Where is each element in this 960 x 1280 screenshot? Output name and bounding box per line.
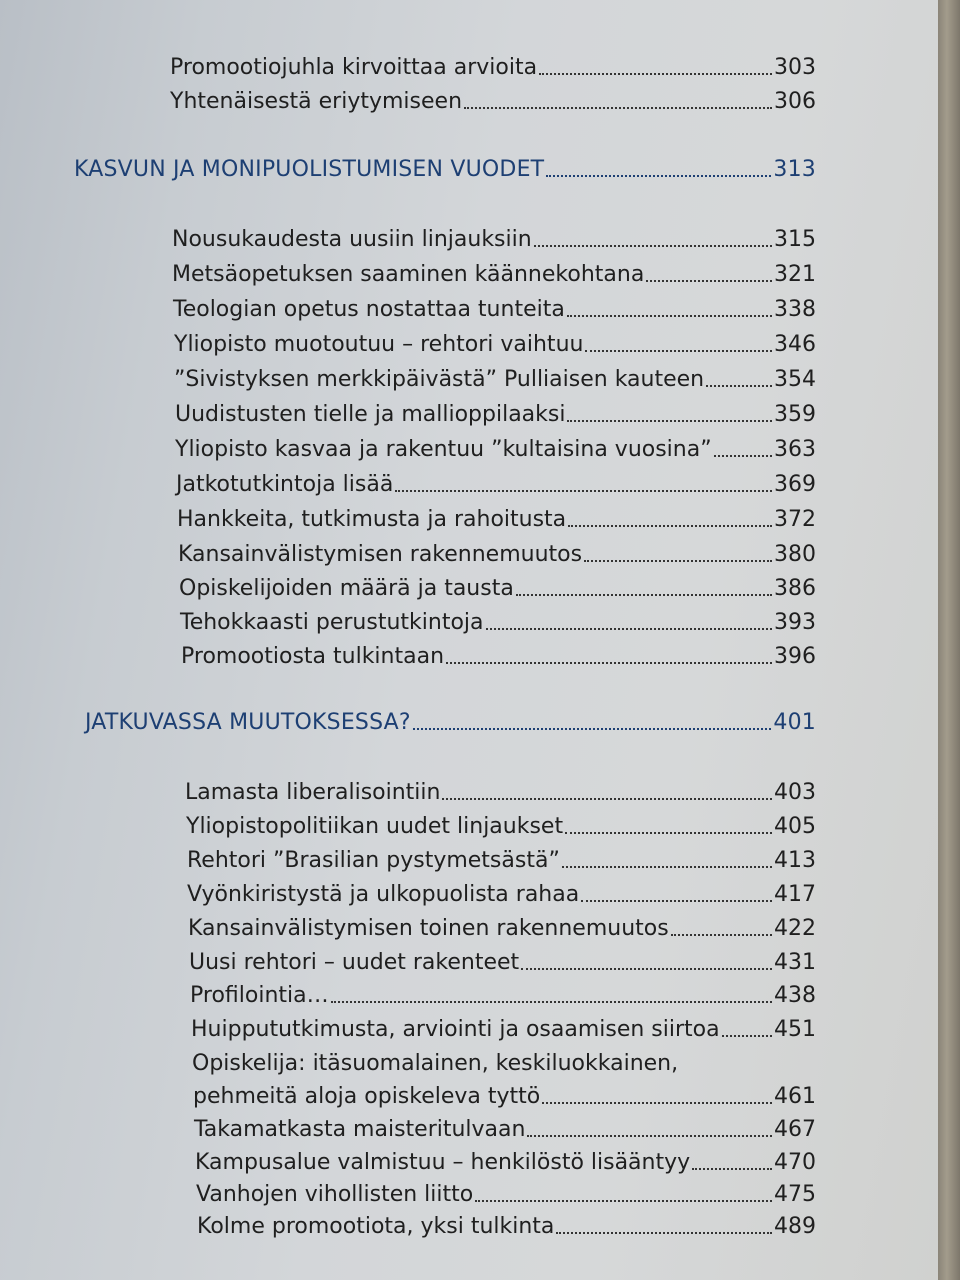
toc-entry-page: 405 bbox=[774, 814, 816, 839]
toc-entry-page: 475 bbox=[774, 1182, 816, 1207]
dot-leader bbox=[464, 107, 772, 109]
dot-leader bbox=[581, 900, 772, 902]
toc-entry bbox=[187, 875, 816, 909]
toc-entry bbox=[178, 535, 816, 569]
dot-leader bbox=[562, 866, 772, 868]
toc-entry bbox=[188, 909, 816, 943]
toc-entry-title: Uudistusten tielle ja mallioppilaaksi bbox=[175, 402, 566, 427]
dot-leader bbox=[722, 1035, 772, 1037]
dot-leader bbox=[542, 1102, 772, 1104]
toc-entry bbox=[170, 82, 816, 116]
dot-leader bbox=[516, 594, 772, 596]
dot-leader bbox=[584, 560, 772, 562]
dot-leader bbox=[585, 350, 772, 352]
toc-entry-page: 393 bbox=[774, 610, 816, 635]
toc-entry-title: Lamasta liberalisointiin bbox=[185, 780, 441, 805]
toc-entry bbox=[174, 325, 816, 359]
dot-leader bbox=[556, 1232, 772, 1234]
toc-entry-page: 431 bbox=[774, 950, 816, 975]
toc-entry bbox=[189, 943, 816, 977]
toc-entry bbox=[185, 773, 816, 807]
toc-entry-title: Promootiojuhla kirvoittaa arvioita bbox=[170, 55, 538, 80]
toc-entry-page: 306 bbox=[774, 89, 816, 114]
dot-leader bbox=[395, 490, 772, 492]
toc-entry-title: Yhtenäisestä eriytymiseen bbox=[170, 89, 463, 114]
toc-section-title: KASVUN JA MONIPUOLISTUMISEN VUODET bbox=[74, 157, 545, 182]
dot-leader bbox=[534, 245, 772, 247]
toc-entry-title: Teologian opetus nostattaa tunteita bbox=[173, 297, 565, 322]
dot-leader bbox=[706, 385, 772, 387]
dot-leader bbox=[486, 628, 772, 630]
toc-entry-page: 470 bbox=[774, 1150, 816, 1175]
toc-entry-title: Metsäopetuksen saaminen käännekohtana bbox=[172, 262, 645, 287]
toc-entry-title: Yliopisto kasvaa ja rakentuu ”kultaisina vuosina” bbox=[175, 437, 712, 462]
toc-entry-page: 346 bbox=[774, 332, 816, 357]
dot-leader bbox=[646, 280, 772, 282]
toc-entry-page: 438 bbox=[774, 983, 816, 1008]
toc-entry-title: Uusi rehtori – uudet rakenteet bbox=[189, 950, 520, 975]
toc-entry-page: 363 bbox=[774, 437, 816, 462]
toc-entry bbox=[180, 603, 816, 637]
toc-entry-page: 461 bbox=[774, 1084, 816, 1109]
toc-entry bbox=[181, 637, 816, 671]
dot-leader bbox=[413, 728, 772, 730]
toc-entry-page: 315 bbox=[774, 227, 816, 252]
toc-entry bbox=[197, 1207, 816, 1241]
dot-leader bbox=[567, 420, 772, 422]
toc-entry-title: Kampusalue valmistuu – henkilöstö lisääntyy bbox=[195, 1150, 691, 1175]
toc-entry-title: Profilointia… bbox=[190, 983, 329, 1008]
toc-entry-title: Kansainvälistymisen toinen rakennemuutos bbox=[188, 916, 669, 941]
toc-section-heading bbox=[85, 703, 816, 737]
dot-leader bbox=[446, 662, 772, 664]
toc-entry-page: 372 bbox=[774, 507, 816, 532]
toc-section-page: 401 bbox=[773, 710, 816, 735]
dot-leader bbox=[331, 1001, 772, 1003]
toc-entry-title: Kansainvälistymisen rakennemuutos bbox=[178, 542, 583, 567]
toc-entry-title: Promootiosta tulkintaan bbox=[181, 644, 445, 669]
dot-leader bbox=[565, 832, 772, 834]
toc-entry-page: 403 bbox=[774, 780, 816, 805]
toc-entry bbox=[175, 430, 816, 464]
toc-entry-title: Jatkotutkintoja lisää bbox=[176, 472, 394, 497]
toc-entry bbox=[179, 569, 816, 603]
toc-section-title: JATKUVASSA MUUTOKSESSA? bbox=[85, 710, 411, 735]
toc-entry-page: 359 bbox=[774, 402, 816, 427]
toc-entry-title: ”Sivistyksen merkkipäivästä” Pulliaisen kauteen bbox=[174, 367, 705, 392]
toc-entry-title: Nousukaudesta uusiin linjauksiin bbox=[172, 227, 532, 252]
dot-leader bbox=[546, 175, 771, 177]
toc-entry bbox=[173, 290, 816, 324]
toc-entry-page: 354 bbox=[774, 367, 816, 392]
dot-leader bbox=[568, 525, 772, 527]
toc-entry-page: 338 bbox=[774, 297, 816, 322]
toc-entry-page: 413 bbox=[774, 848, 816, 873]
toc-entry bbox=[176, 465, 816, 499]
toc-entry-title: Hankkeita, tutkimusta ja rahoitusta bbox=[177, 507, 567, 532]
toc-entry bbox=[194, 1110, 816, 1144]
dot-leader bbox=[475, 1200, 772, 1202]
toc-entry-page: 386 bbox=[774, 576, 816, 601]
toc-entry-title: Vyönkiristystä ja ulkopuolista rahaa bbox=[187, 882, 580, 907]
dot-leader bbox=[527, 1135, 772, 1137]
toc-entry-title: Yliopistopolitiikan uudet linjaukset bbox=[186, 814, 564, 839]
toc-entry bbox=[187, 841, 816, 875]
toc-entry bbox=[172, 255, 816, 289]
toc-entry-title: Tehokkaasti perustutkintoja bbox=[180, 610, 484, 635]
toc-entry bbox=[190, 976, 816, 1010]
toc-entry-page: 396 bbox=[774, 644, 816, 669]
toc-entry-page: 417 bbox=[774, 882, 816, 907]
toc-entry bbox=[195, 1143, 816, 1177]
toc-entry-title: Yliopisto muotoutuu – rehtori vaihtuu bbox=[174, 332, 584, 357]
toc-entry-title: Vanhojen vihollisten liitto bbox=[196, 1182, 474, 1207]
toc-entry-title: pehmeitä aloja opiskeleva tyttö bbox=[193, 1084, 541, 1109]
dot-leader bbox=[521, 968, 772, 970]
toc-entry-title: Takamatkasta maisteritulvaan bbox=[194, 1117, 526, 1142]
toc-entry-title: Rehtori ”Brasilian pystymetsästä” bbox=[187, 848, 560, 873]
toc-entry-page: 451 bbox=[774, 1017, 816, 1042]
toc-entry bbox=[170, 48, 816, 82]
dot-leader bbox=[539, 73, 772, 75]
toc-entry-title-line: Opiskelija: itäsuomalainen, keskiluokkainen, bbox=[192, 1051, 679, 1076]
dot-leader bbox=[714, 455, 772, 457]
dot-leader bbox=[692, 1168, 772, 1170]
toc-entry-title: Huippututkimusta, arviointi ja osaamisen siirtoa bbox=[191, 1017, 720, 1042]
dot-leader bbox=[567, 315, 772, 317]
toc-entry bbox=[186, 807, 816, 841]
toc-entry-page: 321 bbox=[774, 262, 816, 287]
toc-entry-page: 467 bbox=[774, 1117, 816, 1142]
toc-entry-page: 380 bbox=[774, 542, 816, 567]
page-edge bbox=[938, 0, 960, 1280]
toc-entry bbox=[193, 1077, 816, 1111]
toc-entry bbox=[172, 220, 816, 254]
toc-entry-page: 489 bbox=[774, 1214, 816, 1239]
toc-entry-title: Kolme promootiota, yksi tulkinta bbox=[197, 1214, 555, 1239]
toc-entry bbox=[196, 1175, 816, 1209]
toc-entry bbox=[175, 395, 816, 429]
toc-section-page: 313 bbox=[773, 157, 816, 182]
toc-entry bbox=[177, 500, 816, 534]
dot-leader bbox=[442, 798, 772, 800]
toc-section-heading bbox=[74, 150, 816, 184]
toc-entry bbox=[174, 360, 816, 394]
toc-entry-page: 369 bbox=[774, 472, 816, 497]
toc-entry-page: 422 bbox=[774, 916, 816, 941]
toc-entry-title: Opiskelijoiden määrä ja tausta bbox=[179, 576, 514, 601]
dot-leader bbox=[671, 934, 772, 936]
toc-entry-page: 303 bbox=[774, 55, 816, 80]
toc-entry bbox=[191, 1010, 816, 1044]
